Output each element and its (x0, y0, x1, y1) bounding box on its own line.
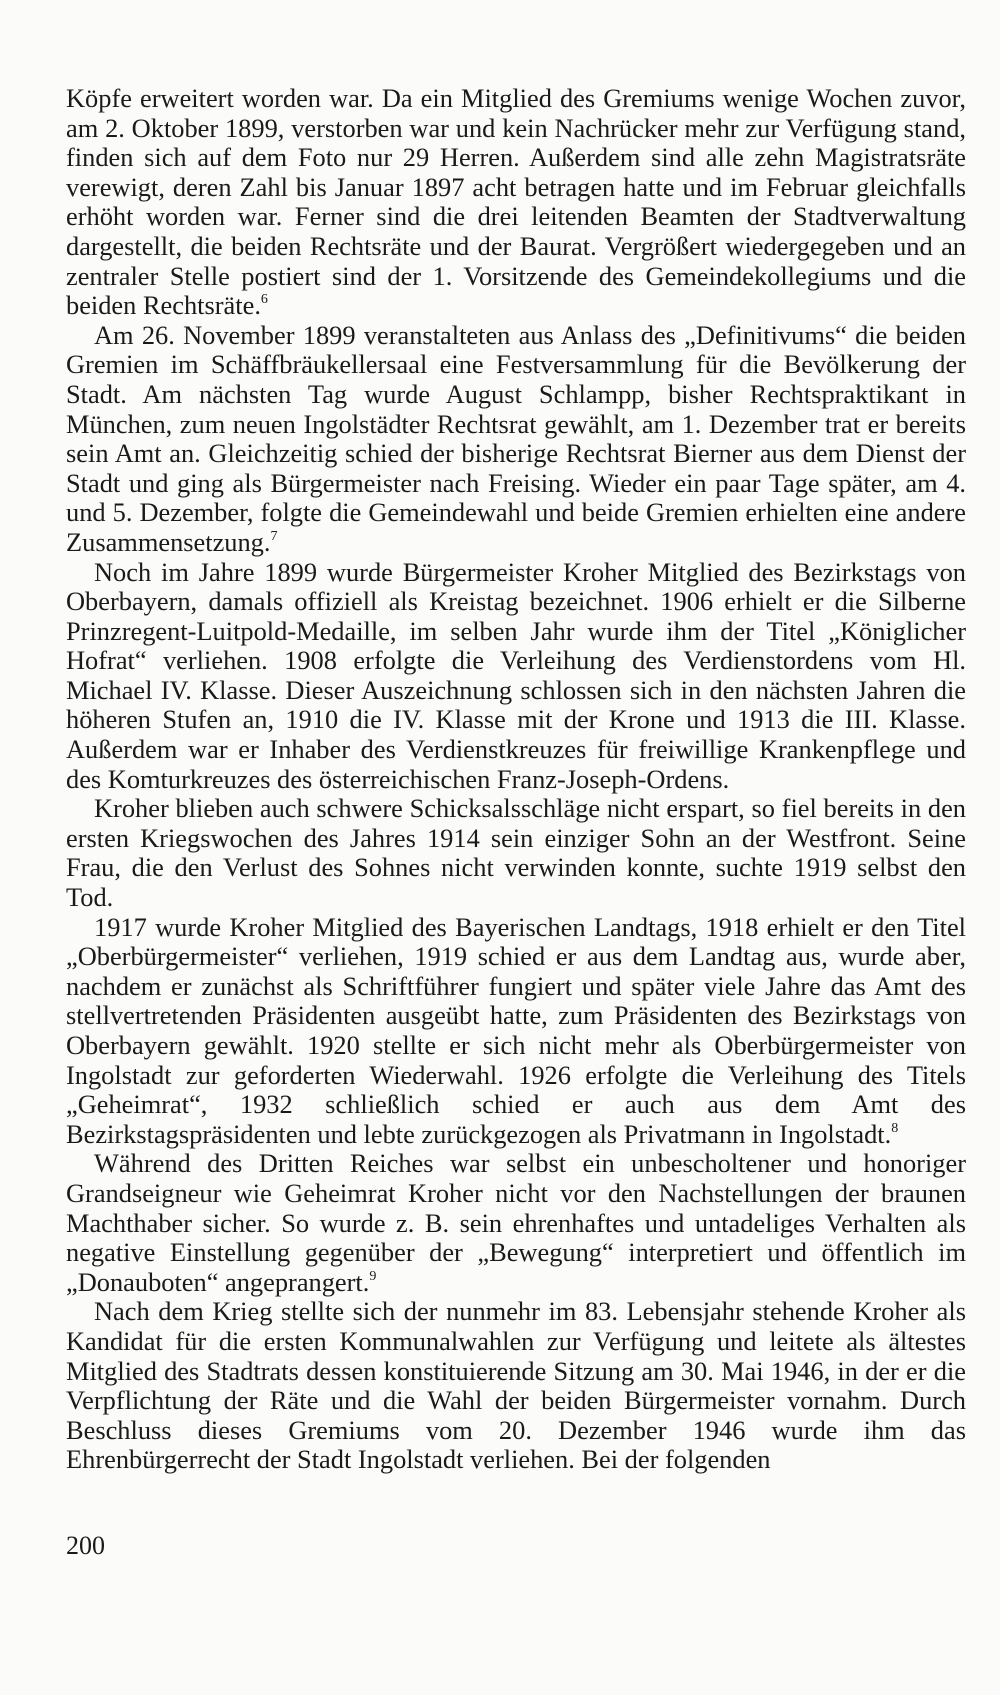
footnote-marker-6: 6 (260, 292, 268, 308)
paragraph-3 (66, 558, 966, 795)
paragraph-6-text: Während des Dritten Reiches war selbst ein unbescholtener und honoriger Grandseigneur wie Geheimrat Kroher nicht vor den Nachstellungen der braunen Machthaber sicher. So wurde z. B. sein ehrenhaftes und untadeliges Verhalten als negative Einstellung gegenüber der „Bewegung“ interpretiert und öffentlich im „Donauboten“ angeprangert. (66, 1148, 966, 1297)
paragraph-1-text: Köpfe erweitert worden war. Da ein Mitglied des Gremiums wenige Wochen zuvor, am 2. Oktober 1899, verstorben war und kein Nachrücker mehr zur Verfügung stand, finden sich auf dem Foto nur 29 Herren. Außerdem sind alle zehn Magistratsräte verewigt, deren Zahl bis Januar 1897 acht betragen hatte und im Februar gleichfalls erhöht worden war. Ferner sind die drei leitenden Beamten der Stadtverwaltung dargestellt, die beiden Rechtsräte und der Baurat. Vergrößert wiedergegeben und an zentraler Stelle postiert sind der 1. Vorsitzende des Gemeindekollegiums und die beiden Rechtsräte. (66, 83, 966, 321)
paragraph-3-text: Noch im Jahre 1899 wurde Bürgermeister Kroher Mitglied des Bezirkstags von Oberbayern, damals offiziell als Kreistag bezeichnet. 1906 erhielt er die Silberne Prinzregent-Luitpold-Medaille, im selben Jahr wurde ihm der Titel „Königlicher Hofrat“ verliehen. 1908 erfolgte die Verleihung des Verdienstordens vom Hl. Michael IV. Klasse. Dieser Auszeichnung schlossen sich in den nächsten Jahren die höheren Stufen an, 1910 die IV. Klasse mit der Krone und 1913 die III. Klasse. Außerdem war er Inhaber des Verdienstkreuzes für freiwillige Krankenpflege und des Komturkreuzes des österreichischen Franz-Joseph-Ordens. (66, 556, 966, 794)
paragraph-7 (66, 1297, 966, 1475)
paragraph-2 (66, 321, 966, 558)
paragraph-6 (66, 1149, 966, 1297)
page-number: 200 (66, 1531, 105, 1560)
paragraph-5 (66, 913, 966, 1150)
footnote-marker-8: 8 (891, 1120, 899, 1136)
paragraph-5-text: 1917 wurde Kroher Mitglied des Bayerischen Landtags, 1918 erhielt er den Titel „Oberbürgermeister“ verliehen, 1919 schied er aus dem Landtag aus, wurde aber, nachdem er zunächst als Schriftführer fungiert und später viele Jahre das Amt des stellvertretenden Präsidenten ausgeübt hatte, zum Präsidenten des Bezirkstags von Oberbayern gewählt. 1920 stellte er sich nicht mehr als Oberbürgermeister von Ingolstadt zur geforderten Wiederwahl. 1926 erfolgte die Verleihung des Titels „Geheimrat“, 1932 schließlich schied er auch aus dem Amt des Bezirkstagspräsidenten und lebte zurückgezogen als Privatmann in Ingolstadt. (66, 911, 966, 1149)
footnote-marker-9: 9 (369, 1268, 377, 1284)
paragraph-4-text: Kroher blieben auch schwere Schicksalsschläge nicht erspart, so fiel bereits in den ersten Kriegswochen des Jahres 1914 sein einziger Sohn an der Westfront. Seine Frau, die den Verlust des Sohnes nicht verwinden konnte, suchte 1919 selbst den Tod. (66, 793, 966, 913)
paragraph-4 (66, 794, 966, 912)
body-text (66, 84, 966, 1475)
footnote-marker-7: 7 (270, 528, 278, 544)
paragraph-7-text: Nach dem Krieg stellte sich der nunmehr im 83. Lebensjahr stehende Kroher als Kandidat für die ersten Kommunalwahlen zur Verfügung und leitete als ältestes Mitglied des Stadtrats dessen konstituierende Sitzung am 30. Mai 1946, in der er die Verpflichtung der Räte und die Wahl der beiden Bürgermeister vornahm. Durch Beschluss dieses Gremiums vom 20. Dezember 1946 wurde ihm das Ehrenbürgerrecht der Stadt Ingolstadt verliehen. Bei der folgenden (66, 1296, 966, 1475)
paragraph-1 (66, 84, 966, 321)
paragraph-2-text: Am 26. November 1899 veranstalteten aus Anlass des „Definitivums“ die beiden Gremien im Schäffbräukellersaal eine Festversammlung für die Bevölkerung der Stadt. Am nächsten Tag wurde August Schlampp, bisher Rechtspraktikant in München, zum neuen Ingolstädter Rechtsrat gewählt, am 1. Dezember trat er bereits sein Amt an. Gleichzeitig schied der bisherige Rechtsrat Bierner aus dem Dienst der Stadt und ging als Bürgermeister nach Freising. Wieder ein paar Tage später, am 4. und 5. Dezember, folgte die Gemeindewahl und beide Gremien erhielten eine andere Zusammensetzung. (66, 319, 966, 557)
